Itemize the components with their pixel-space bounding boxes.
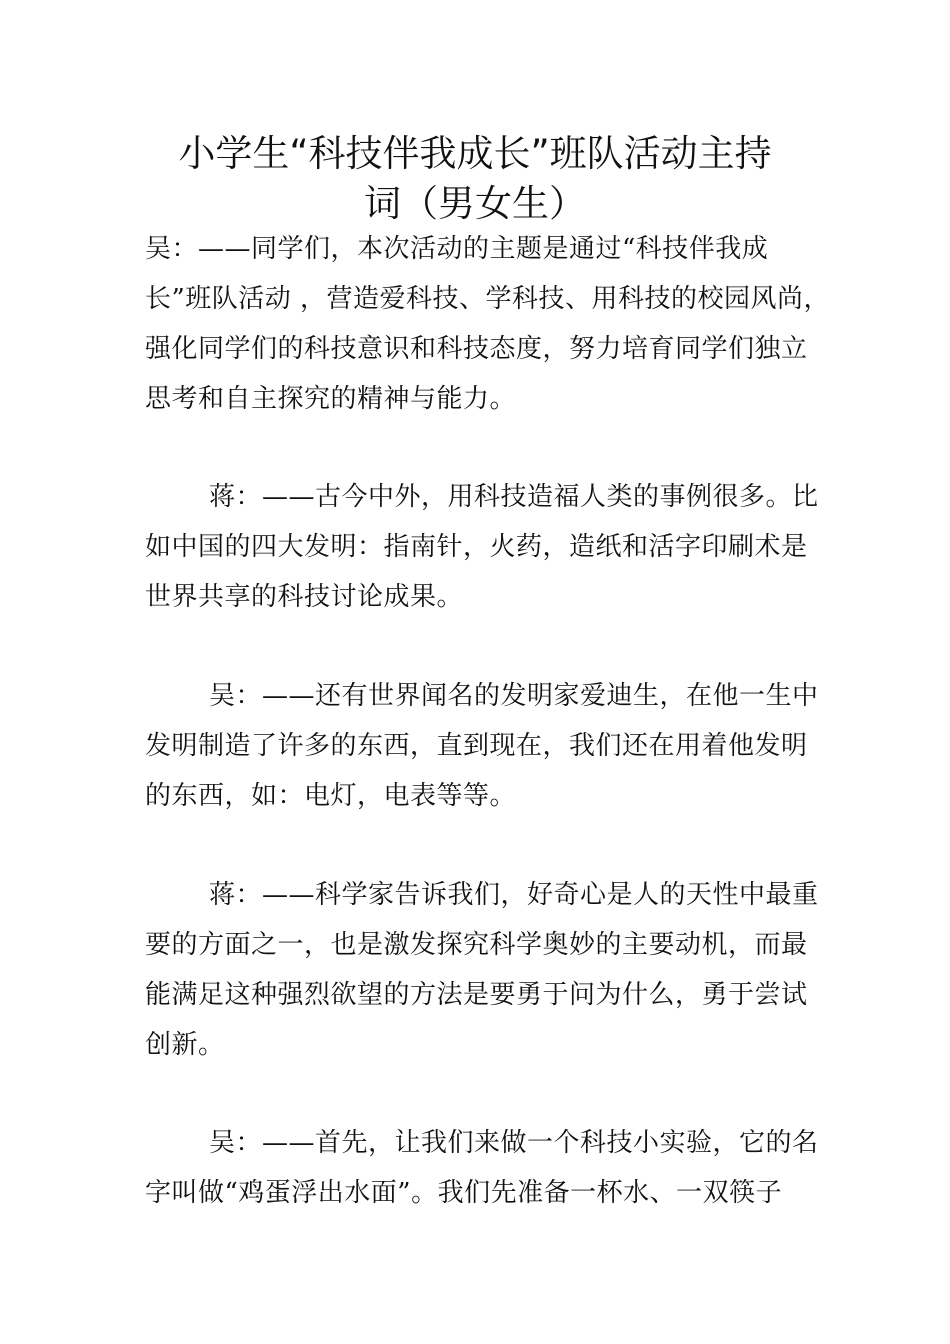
paragraph-1 [145,224,831,424]
paragraph-4 [145,870,819,1070]
paragraph-line: 吴：——首先，让我们来做一个科技小实验，它的名 [209,1128,819,1158]
paragraph-line: 的东西，如：电灯，电表等等。 [145,781,517,811]
paragraph-line: 世界共享的科技讨论成果。 [145,582,464,612]
paragraph-line: 如中国的四大发明：指南针，火药，造纸和活字印刷术是 [145,532,808,562]
paragraph-line: 发明制造了许多的东西，直到现在，我们还在用着他发明 [145,731,808,761]
paragraph-line: 蒋：——科学家告诉我们，好奇心是人的天性中最重 [209,880,819,910]
paragraph-line: 创新。 [145,1030,225,1060]
paragraph-5 [145,1118,819,1218]
paragraph-line: 思考和自主探究的精神与能力。 [145,384,517,414]
paragraph-line: 蒋：——古今中外，用科技造福人类的事例很多。比 [209,482,819,512]
document-title-line-2: 词（男女生） [364,182,586,225]
paragraph-line: 吴：——还有世界闻名的发明家爱迪生，在他一生中 [209,681,819,711]
paragraph-line: 要的方面之一，也是激发探究科学奥妙的主要动机，而最 [145,930,808,960]
paragraph-line: 吴：——同学们，本次活动的主题是通过“科技伴我成 [145,234,769,264]
paragraph-line: 长”班队活动 ，营造爱科技、学科技、用科技的校园风尚， [145,284,831,314]
paragraph-line: 字叫做“鸡蛋浮出水面”。我们先准备一杯水、一双筷子 [145,1178,783,1208]
document-title-line-1: 小学生“科技伴我成长”班队活动主持 [178,132,772,175]
paragraph-2 [145,472,819,622]
paragraph-3 [145,671,819,821]
paragraph-line: 强化同学们的科技意识和科技态度，努力培育同学们独立 [145,334,808,364]
paragraph-line: 能满足这种强烈欲望的方法是要勇于问为什么，勇于尝试 [145,980,808,1010]
